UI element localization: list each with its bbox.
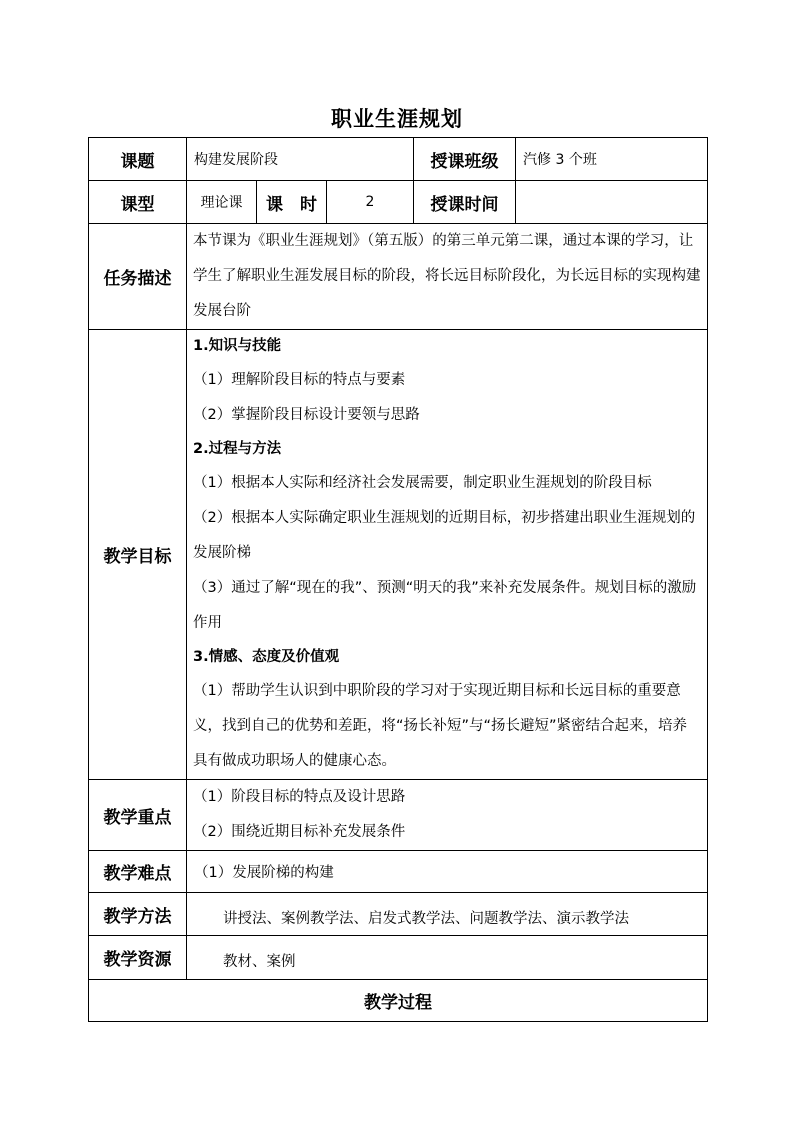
type-label: 课型 <box>89 181 187 224</box>
objective-item: （1）帮助学生认识到中职阶段的学习对于实现近期目标和长远目标的重要意义，找到自己的优势和差距，将“扬长补短”与“扬长避短”紧密结合起来，培养具有做成功职场人的健康心态。 <box>193 683 688 769</box>
objectives-content <box>187 330 708 780</box>
objective-item: （1）理解阶段目标的特点与要素 <box>193 372 406 388</box>
process-row <box>89 980 708 1022</box>
resources-label: 教学资源 <box>89 936 187 980</box>
difficulty-item: （1）发展阶梯的构建 <box>187 851 708 893</box>
hours-label: 课 时 <box>257 181 327 224</box>
topic-row <box>89 138 708 181</box>
time-value <box>516 181 708 224</box>
objective-item: （2）掌握阶段目标设计要领与思路 <box>193 407 420 423</box>
objective-heading-1: 1.知识与技能 <box>193 338 282 354</box>
time-label: 授课时间 <box>414 181 516 224</box>
difficulty-label: 教学难点 <box>89 851 187 893</box>
objective-heading-2: 2.过程与方法 <box>193 441 282 457</box>
methods-text: 讲授法、案例教学法、启发式教学法、问题教学法、演示教学法 <box>187 893 708 936</box>
key-point-item: （1）阶段目标的特点及设计思路 <box>193 789 406 805</box>
objectives-row <box>89 330 708 780</box>
objective-item: （3）通过了解“现在的我”、预测“明天的我”来补充发展条件。规划目标的激励作用 <box>193 580 697 631</box>
resources-text: 教材、案例 <box>187 936 708 980</box>
methods-label: 教学方法 <box>89 893 187 936</box>
objectives-label: 教学目标 <box>89 330 187 780</box>
key-points-label: 教学重点 <box>89 780 187 851</box>
key-point-item: （2）围绕近期目标补充发展条件 <box>193 824 406 840</box>
class-value: 汽修 3 个班 <box>516 138 708 181</box>
objective-item: （2）根据本人实际确定职业生涯规划的近期目标，初步搭建出职业生涯规划的发展阶梯 <box>193 510 696 561</box>
objective-heading-3: 3.情感、态度及价值观 <box>193 649 340 665</box>
topic-value: 构建发展阶段 <box>187 138 414 181</box>
hours-value: 2 <box>327 181 414 224</box>
task-text: 本节课为《职业生涯规划》（第五版）的第三单元第二课，通过本课的学习，让学生了解职业生涯发展目标的阶段，将长远目标阶段化，为长远目标的实现构建发展台阶 <box>187 224 708 330</box>
process-heading: 教学过程 <box>89 980 708 1022</box>
difficulty-row <box>89 851 708 893</box>
class-label: 授课班级 <box>414 138 516 181</box>
resources-row <box>89 936 708 980</box>
key-points-row <box>89 780 708 851</box>
type-value: 理论课 <box>187 181 257 224</box>
task-label: 任务描述 <box>89 224 187 330</box>
document-title: 职业生涯规划 <box>331 107 463 131</box>
lesson-plan-table <box>88 137 708 1022</box>
methods-row <box>89 893 708 936</box>
type-row <box>89 181 708 224</box>
task-row <box>89 224 708 330</box>
objective-item: （1）根据本人实际和经济社会发展需要，制定职业生涯规划的阶段目标 <box>193 475 652 491</box>
key-points-content <box>187 780 708 851</box>
topic-label: 课题 <box>89 138 187 181</box>
